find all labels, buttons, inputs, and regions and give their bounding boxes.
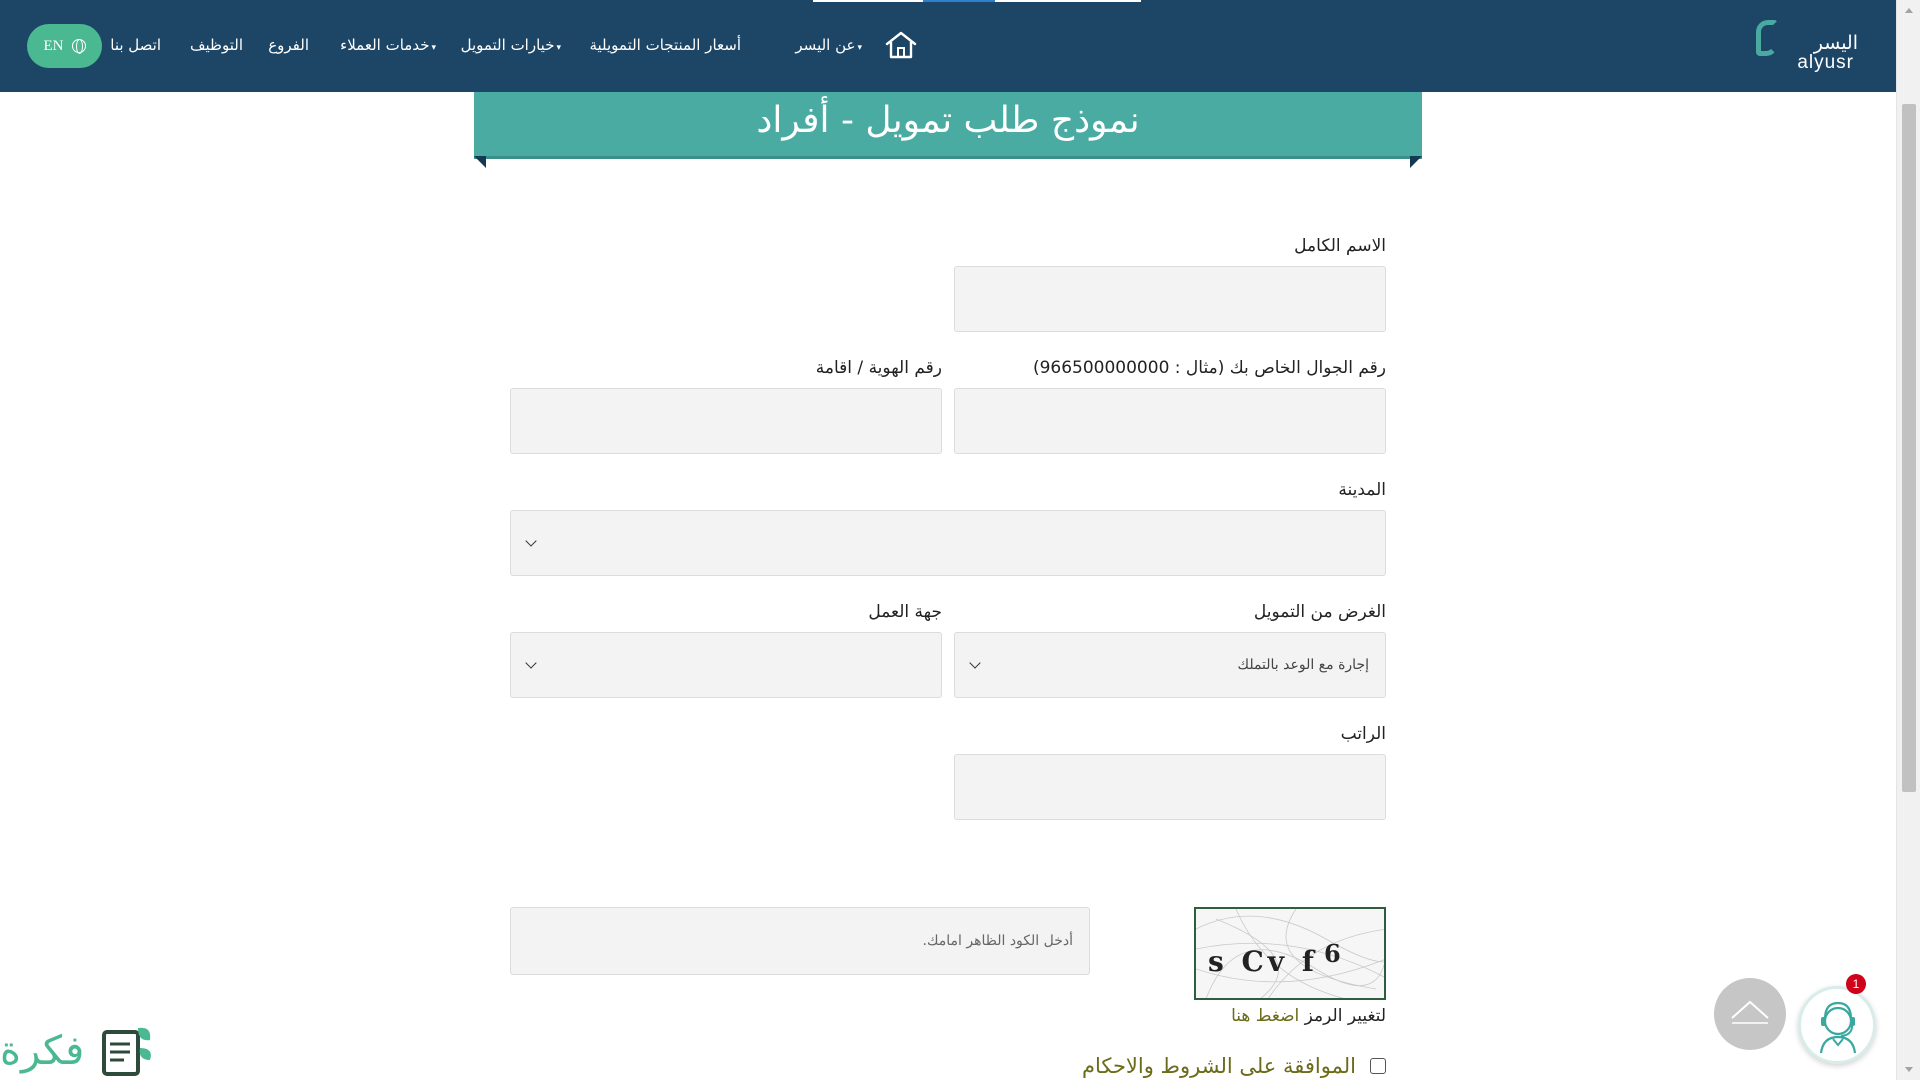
fikra-watermark-logo bbox=[0, 1018, 154, 1080]
employer-select[interactable] bbox=[510, 632, 942, 698]
page-scrollbar[interactable] bbox=[1896, 0, 1920, 1080]
nav-item-prices[interactable] bbox=[589, 36, 741, 54]
home-icon[interactable] bbox=[884, 30, 918, 60]
watermark-text: فكرة bbox=[0, 1028, 85, 1074]
document-leaf-icon bbox=[98, 1018, 154, 1080]
nav-item-services-label: خدمات العملاء bbox=[340, 36, 430, 54]
banner-fold-right bbox=[1410, 156, 1422, 168]
top-navbar bbox=[0, 0, 1896, 92]
alyusr-logo[interactable] bbox=[1748, 18, 1858, 74]
national-id-label: رقم الهوية / اقامة bbox=[815, 358, 942, 378]
nav-item-about-label: عن اليسر bbox=[795, 36, 856, 54]
captcha-text: s Cv f bbox=[1208, 945, 1318, 978]
banner-fold-left bbox=[474, 156, 486, 168]
city-label: المدينة bbox=[1338, 480, 1386, 500]
financing-purpose-select[interactable] bbox=[954, 632, 1386, 698]
headset-agent-icon bbox=[1809, 997, 1867, 1055]
chevron-down-icon bbox=[525, 657, 536, 668]
chat-notification-badge: 1 bbox=[1846, 974, 1866, 994]
logo-text-ar: اليسر bbox=[1813, 32, 1858, 54]
national-id-input[interactable] bbox=[510, 388, 942, 454]
chevron-down-icon bbox=[969, 657, 980, 668]
logo-mark-icon bbox=[1756, 20, 1778, 56]
scroll-to-top-button[interactable] bbox=[1714, 978, 1786, 1050]
captcha-image bbox=[1194, 907, 1386, 1000]
full-name-label: الاسم الكامل bbox=[1294, 236, 1386, 256]
mobile-label: رقم الجوال الخاص بك (مثال : 966500000000) bbox=[1032, 358, 1386, 378]
nav-item-about[interactable] bbox=[795, 36, 862, 54]
financing-purpose-value: إجارة مع الوعد بالتملك bbox=[1237, 657, 1369, 673]
chevron-down-icon: ▾ bbox=[857, 43, 862, 53]
chevron-down-icon: ▾ bbox=[556, 43, 561, 53]
terms-label: الموافقة على الشروط والاحكام bbox=[1081, 1054, 1356, 1078]
globe-icon bbox=[72, 39, 86, 53]
chevron-up-icon bbox=[1730, 996, 1770, 1026]
chevron-down-icon bbox=[525, 535, 536, 546]
salary-input[interactable] bbox=[954, 754, 1386, 820]
logo-text-en: alyusr bbox=[1797, 52, 1854, 73]
captcha-placeholder: أدخل الكود الظاهر امامك. bbox=[922, 933, 1073, 949]
full-name-input[interactable] bbox=[954, 266, 1386, 332]
page-title-banner bbox=[474, 92, 1422, 156]
salary-label: الراتب bbox=[1340, 724, 1386, 744]
nav-item-branches-label: الفروع bbox=[268, 36, 309, 54]
city-select[interactable] bbox=[510, 510, 1386, 576]
nav-item-options-label: خيارات التمويل bbox=[460, 36, 555, 54]
nav-item-jobs[interactable] bbox=[190, 36, 243, 54]
chat-support-button[interactable] bbox=[1798, 986, 1876, 1064]
nav-item-branches[interactable] bbox=[268, 36, 309, 54]
language-toggle-button[interactable] bbox=[27, 24, 102, 68]
captcha-input[interactable] bbox=[510, 907, 1090, 975]
captcha-refresh-line bbox=[1231, 1006, 1386, 1026]
terms-checkbox[interactable] bbox=[1370, 1058, 1386, 1074]
financing-purpose-label: الغرض من التمويل bbox=[1253, 602, 1386, 622]
employer-label: جهة العمل bbox=[868, 602, 942, 622]
scrollbar-thumb[interactable] bbox=[1902, 104, 1916, 792]
nav-item-contact[interactable] bbox=[110, 36, 161, 54]
nav-item-prices-label: أسعار المنتجات التمويلية bbox=[589, 36, 741, 54]
mobile-input[interactable] bbox=[954, 388, 1386, 454]
captcha-refresh-prefix: لتغيير الرمز bbox=[1304, 1006, 1386, 1026]
terms-agreement[interactable] bbox=[1082, 1054, 1386, 1078]
scroll-up-arrow-icon[interactable] bbox=[1905, 8, 1913, 13]
captcha-refresh-link[interactable]: اضغط هنا bbox=[1231, 1006, 1300, 1026]
scroll-down-arrow-icon[interactable] bbox=[1905, 1067, 1913, 1072]
chevron-down-icon: ▾ bbox=[431, 43, 436, 53]
language-label: EN bbox=[43, 37, 64, 54]
nav-item-customer-services[interactable] bbox=[340, 36, 436, 54]
nav-item-jobs-label: التوظيف bbox=[189, 36, 243, 54]
nav-item-financing-options[interactable] bbox=[461, 36, 561, 54]
page-title: نموذج طلب تمويل - أفراد bbox=[756, 99, 1140, 141]
captcha-superscript: 6 bbox=[1324, 939, 1341, 968]
nav-item-contact-label: اتصل بنا bbox=[110, 36, 161, 54]
